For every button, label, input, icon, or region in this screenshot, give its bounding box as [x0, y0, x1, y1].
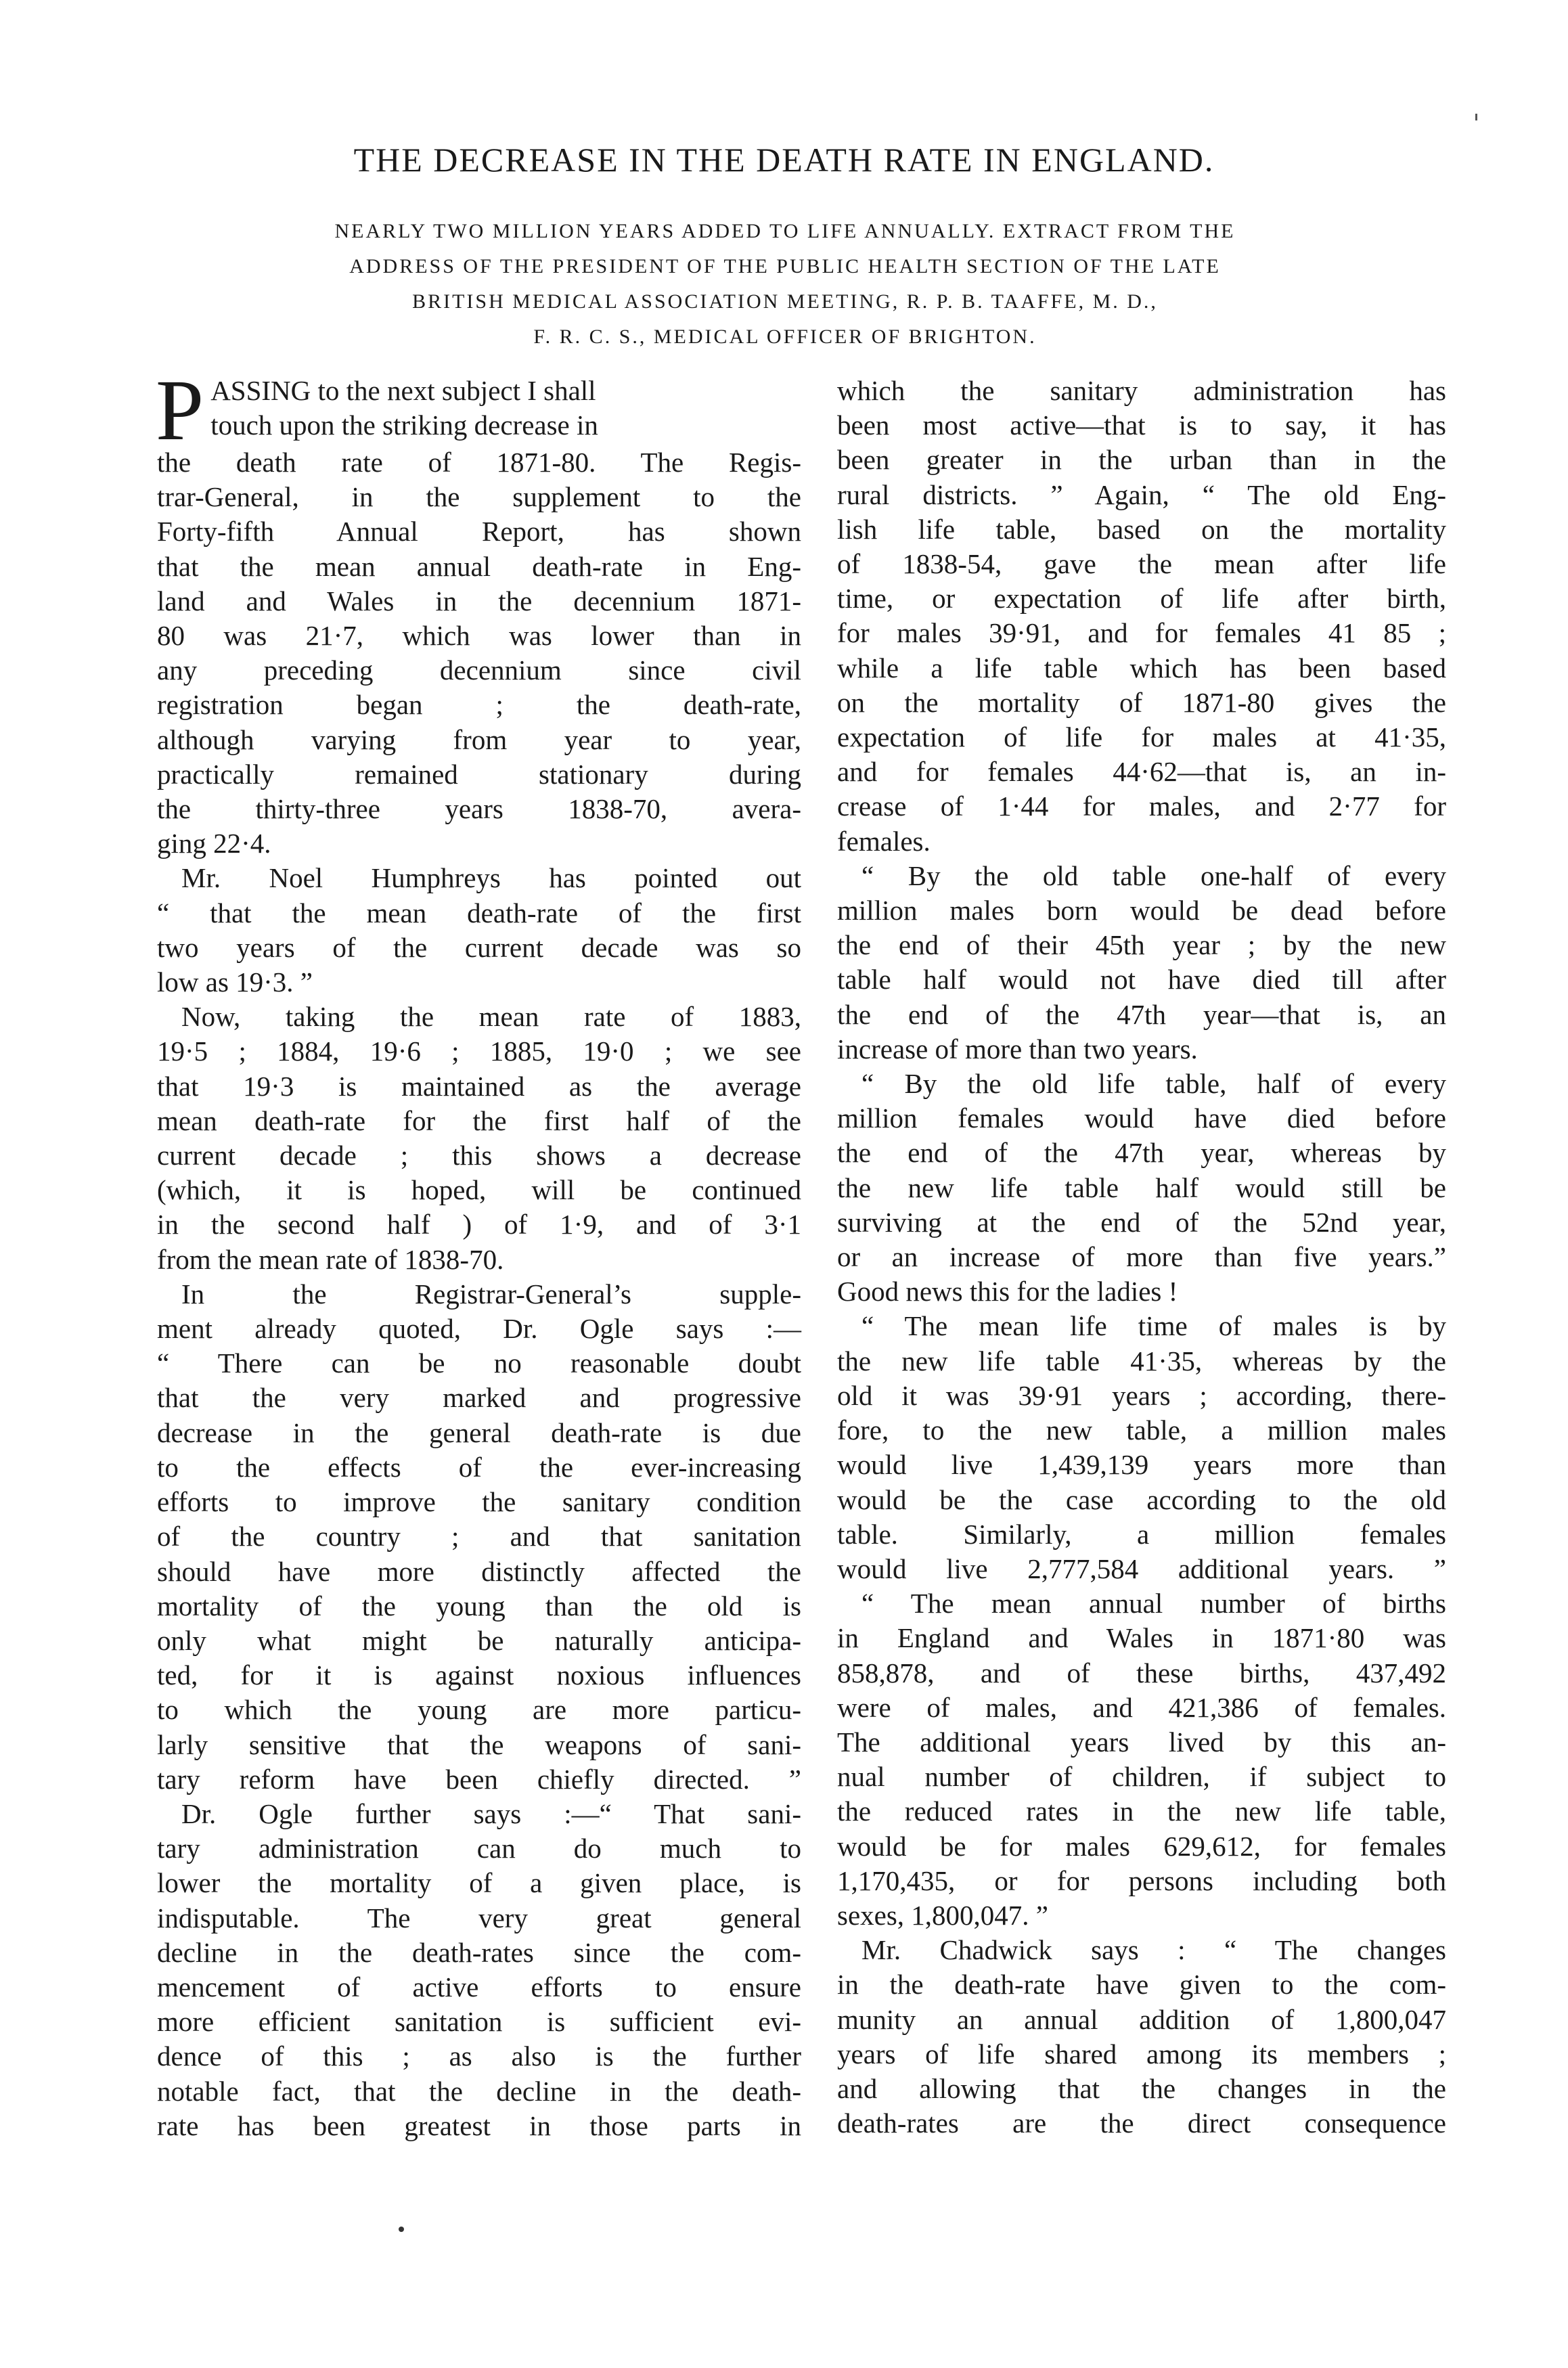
text-line: Forty-fifth Annual Report, has shown	[157, 516, 801, 548]
text-line: sexes, 1,800,047. ”	[837, 1899, 1049, 1931]
text-line: rate has been greatest in those parts in	[157, 2109, 801, 2141]
text-line: more efficient sanitation is sufficient evi-	[157, 2006, 801, 2038]
text-line: or an increase of more than five years.”	[837, 1241, 1446, 1273]
text-line: for males 39·91, and for females 41 85 ;	[837, 617, 1446, 649]
text-line: females.	[837, 825, 931, 857]
text-line: should have more distinctly affected the	[157, 1555, 801, 1587]
text-line: “ There can be no reasonable doubt	[157, 1347, 801, 1379]
text-line: the end of the 47th year, whereas by	[837, 1137, 1446, 1169]
text-line: notable fact, that the decline in the death-	[157, 2075, 801, 2107]
text-line: nual number of children, if subject to	[837, 1761, 1446, 1793]
subtitle-line: ADDRESS OF THE PRESIDENT OF THE PUBLIC HEALTH SECTION OF THE LATE	[349, 255, 1221, 277]
text-line: ASSING to the next subject I shall	[210, 375, 596, 406]
text-line: while a life table which has been based	[837, 652, 1446, 684]
text-line: surviving at the end of the 52nd year,	[837, 1206, 1446, 1238]
text-line: only what might be naturally anticipa-	[157, 1624, 801, 1656]
text-line: although varying from year to year,	[157, 723, 801, 755]
text-line: touch upon the striking decrease in	[210, 409, 598, 441]
text-line: would be for males 629,612, for females	[837, 1830, 1446, 1862]
text-line: the reduced rates in the new life table,	[837, 1795, 1446, 1827]
text-line: “ The mean life time of males is by	[861, 1310, 1446, 1342]
text-line: and for females 44·62—that is, an in-	[837, 756, 1446, 788]
text-line: fore, to the new table, a million males	[837, 1414, 1446, 1446]
subtitle-line: BRITISH MEDICAL ASSOCIATION MEETING, R. P. B. TAAFFE, M. D.,	[412, 290, 1158, 313]
text-line: any preceding decennium since civil	[157, 654, 801, 686]
text-line: would live 1,439,139 years more than	[837, 1449, 1446, 1481]
text-line: decrease in the general death-rate is due	[157, 1416, 801, 1448]
text-line: decline in the death-rates since the com-	[157, 1936, 801, 1968]
text-line: 1,170,435, or for persons including both	[837, 1864, 1446, 1896]
text-line: rural districts. ” Again, “ The old Eng-	[837, 478, 1446, 510]
text-line: larly sensitive that the weapons of sani-	[157, 1728, 801, 1760]
right-column-body	[837, 374, 1446, 2141]
text-line: munity an annual addition of 1,800,047	[837, 2003, 1446, 2035]
text-line: on the mortality of 1871-80 gives the	[837, 686, 1446, 718]
left-column-body	[157, 445, 801, 2143]
article-subtitle	[176, 214, 1394, 355]
text-line: mortality of the young than the old is	[157, 1590, 801, 1622]
text-line: indisputable. The very great general	[157, 1902, 801, 1934]
text-line: Mr. Noel Humphreys has pointed out	[181, 862, 801, 894]
subtitle-line: NEARLY TWO MILLION YEARS ADDED TO LIFE ANNUALLY. EXTRACT FROM THE	[334, 220, 1236, 242]
text-line: trar-General, in the supplement to the	[157, 481, 801, 513]
text-line: mencement of active efforts to ensure	[157, 1971, 801, 2003]
text-line: “ The mean annual number of births	[861, 1588, 1446, 1619]
text-line: in the second half ) of 1·9, and of 3·1	[157, 1209, 801, 1241]
subtitle-line: F. R. C. S., MEDICAL OFFICER OF BRIGHTON.	[533, 326, 1037, 348]
text-line: Mr. Chadwick says : “ The changes	[861, 1934, 1446, 1966]
text-line: “ By the old table one-half of every	[861, 859, 1446, 891]
text-line: the thirty-three years 1838-70, avera-	[157, 793, 801, 825]
text-line: the end of the 47th year—that is, an	[837, 998, 1446, 1030]
text-line: death-rates are the direct consequence	[837, 2107, 1446, 2139]
text-line: lish life table, based on the mortality	[837, 513, 1446, 545]
text-line: table. Similarly, a million females	[837, 1518, 1446, 1550]
text-line: practically remained stationary during	[157, 758, 801, 790]
text-line: tary administration can do much to	[157, 1833, 801, 1864]
text-line: of 1838-54, gave the mean after life	[837, 548, 1446, 580]
text-line: lower the mortality of a given place, is	[157, 1867, 801, 1899]
text-line: 19·5 ; 1884, 19·6 ; 1885, 19·0 ; we see	[157, 1035, 801, 1067]
text-line: Dr. Ogle further says :—“ That sani-	[181, 1797, 801, 1829]
text-line: to the effects of the ever-increasing	[157, 1451, 801, 1483]
text-line: years of life shared among its members ;	[837, 2038, 1446, 2070]
text-line: ging 22·4.	[157, 828, 271, 859]
text-line: old it was 39·91 years ; according, there-	[837, 1379, 1446, 1411]
text-line: the new life table 41·35, whereas by the	[837, 1345, 1446, 1377]
text-line: two years of the current decade was so	[157, 931, 801, 963]
text-line: million males born would be dead before	[837, 895, 1446, 926]
drop-cap: P	[156, 362, 204, 458]
text-line: “ that the mean death-rate of the first	[157, 897, 801, 929]
text-line: low as 19·3. ”	[157, 966, 313, 998]
text-line: from the mean rate of 1838-70.	[157, 1243, 504, 1275]
text-line: were of males, and 421,386 of females.	[837, 1691, 1446, 1723]
text-line: time, or expectation of life after birth,	[837, 583, 1446, 615]
text-line: million females would have died before	[837, 1102, 1446, 1134]
text-line: table half would not have died till after	[837, 964, 1446, 996]
right-column	[837, 374, 1446, 2141]
text-line: ment already quoted, Dr. Ogle says :—	[157, 1313, 801, 1345]
text-line: the new life table half would still be	[837, 1171, 1446, 1203]
text-line: that the very marked and progressive	[157, 1382, 801, 1414]
text-line: land and Wales in the decennium 1871-	[157, 585, 801, 617]
left-column	[156, 362, 801, 2143]
text-line: dence of this ; as also is the further	[157, 2040, 801, 2072]
text-line: the death rate of 1871-80. The Regis-	[157, 447, 801, 478]
text-line: that 19·3 is maintained as the average	[157, 1070, 801, 1102]
text-line: 80 was 21·7, which was lower than in	[157, 620, 801, 652]
text-line: increase of more than two years.	[837, 1033, 1198, 1065]
text-line: in the death-rate have given to the com-	[837, 1969, 1446, 2001]
text-line: would live 2,777,584 additional years. ”	[837, 1552, 1446, 1584]
text-line: expectation of life for males at 41·35,	[837, 721, 1446, 753]
text-line: would be the case according to the old	[837, 1483, 1446, 1515]
text-line: of the country ; and that sanitation	[157, 1521, 801, 1552]
page-mark	[399, 2227, 404, 2232]
text-line: (which, it is hoped, will be continued	[157, 1174, 801, 1206]
margin-mark	[1475, 114, 1477, 120]
text-line: 858,878, and of these births, 437,492	[837, 1657, 1446, 1689]
text-line: been most active—that is to say, it has	[837, 409, 1446, 441]
text-line: efforts to improve the sanitary condition	[157, 1486, 801, 1518]
text-line: current decade ; this shows a decrease	[157, 1140, 801, 1171]
text-line: Now, taking the mean rate of 1883,	[181, 1001, 801, 1033]
text-line: in England and Wales in 1871·80 was	[837, 1622, 1446, 1654]
text-line: that the mean annual death-rate in Eng-	[157, 550, 801, 582]
text-line: In the Registrar-General’s supple-	[181, 1278, 801, 1310]
text-line: “ By the old life table, half of every	[861, 1068, 1446, 1100]
text-line: which the sanitary administration has	[837, 375, 1446, 406]
text-line: tary reform have been chiefly directed. ”	[157, 1763, 801, 1795]
text-line: registration began ; the death-rate,	[157, 689, 801, 721]
text-line: been greater in the urban than in the	[837, 444, 1446, 476]
text-line: to which the young are more particu-	[157, 1694, 801, 1726]
text-line: The additional years lived by this an-	[837, 1726, 1446, 1758]
text-line: the end of their 45th year ; by the new	[837, 929, 1446, 961]
text-line: mean death-rate for the first half of the	[157, 1104, 801, 1136]
text-line: Good news this for the ladies !	[837, 1276, 1178, 1308]
text-line: ted, for it is against noxious influences	[157, 1659, 801, 1691]
text-line: crease of 1·44 for males, and 2·77 for	[837, 790, 1446, 822]
text-line: and allowing that the changes in the	[837, 2072, 1446, 2104]
article-title: THE DECREASE IN THE DEATH RATE IN ENGLAND.	[353, 141, 1215, 179]
